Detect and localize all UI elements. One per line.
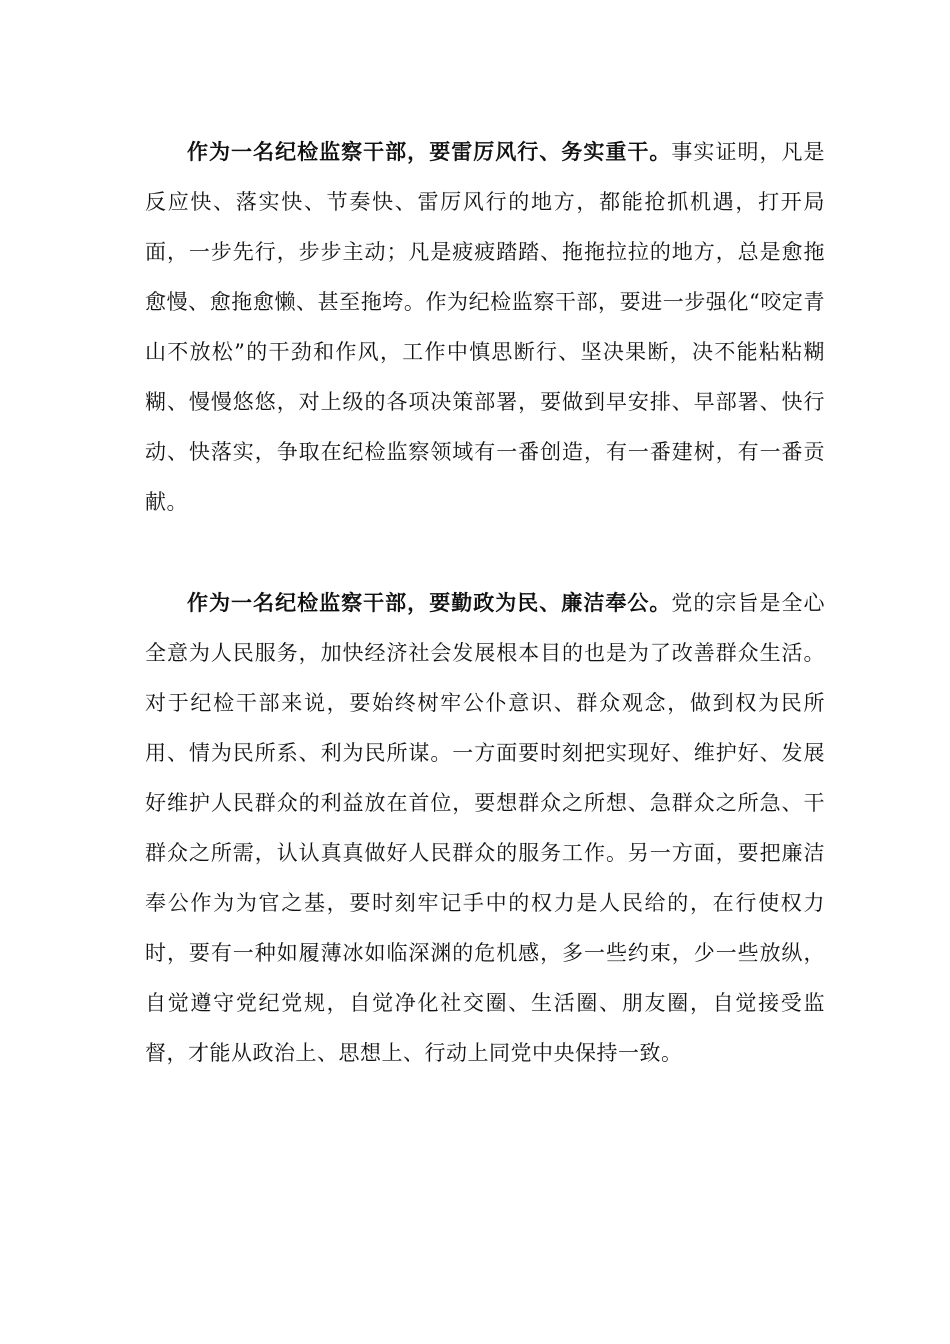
paragraph-1-body: 事实证明，凡是反应快、落实快、节奏快、雷厉风行的地方，都能抢抓机遇，打开局面，一步先行，步步主动；凡是疲疲踏踏、拖拖拉拉的地方，总是愈拖愈慢、愈拖愈懒、甚至拖垮。作为纪检监察干部，要进一步强化“咬定青山不放松”的干劲和作风，工作中慎思断行、坚决果断，决不能粘粘糊糊、慢慢悠悠，对上级的各项决策部署，要做到早安排、早部署、快行动、快落实，争取在纪检监察领域有一番创造，有一番建树，有一番贡献。 bbox=[145, 140, 826, 514]
paragraph-1 bbox=[145, 127, 825, 527]
paragraph-1-lead: 作为一名纪检监察干部，要雷厉风行、务实重干。 bbox=[187, 139, 672, 164]
paragraph-2-body: 党的宗旨是全心全意为人民服务，加快经济社会发展根本目的也是为了改善群众生活。对于纪检干部来说，要始终树牢公仆意识、群众观念，做到权为民所用、情为民所系、利为民所谋。一方面要时刻把实现好、维护好、发展好维护人民群众的利益放在首位，要想群众之所想、急群众之所急、干群众之所需，认认真真做好人民群众的服务工作。另一方面，要把廉洁奉公作为为官之基，要时刻牢记手中的权力是人民给的，在行使权力时，要有一种如履薄冰如临深渊的危机感，多一些约束，少一些放纵，自觉遵守党纪党规，自觉净化社交圈、生活圈、朋友圈，自觉接受监督，才能从政治上、思想上、行动上同党中央保持一致。 bbox=[145, 591, 826, 1065]
paragraph-2-lead: 作为一名纪检监察干部，要勤政为民、廉洁奉公。 bbox=[187, 590, 672, 615]
paragraph-2 bbox=[145, 578, 825, 1078]
